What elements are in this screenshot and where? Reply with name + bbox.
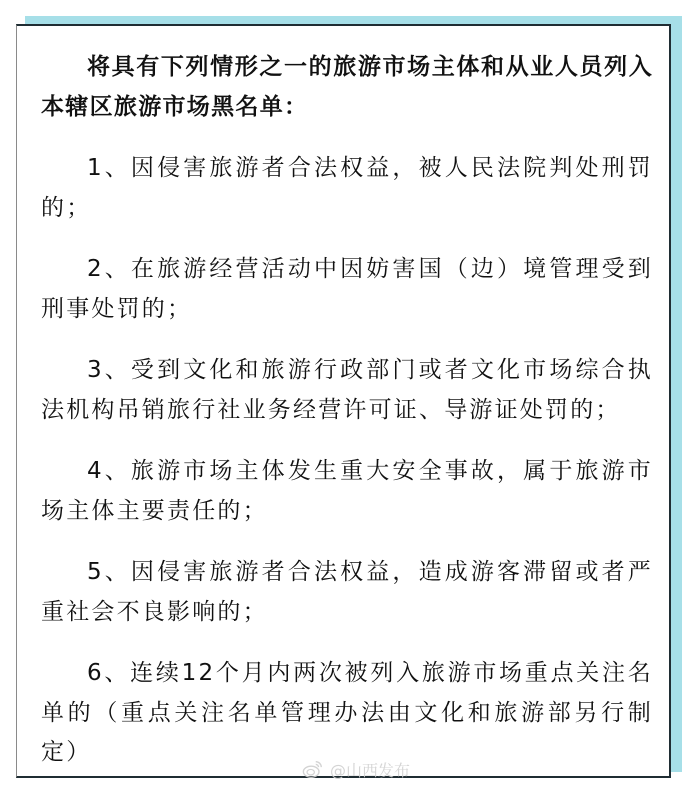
document-heading: 将具有下列情形之一的旅游市场主体和从业人员列入本辖区旅游市场黑名单： (41, 54, 653, 120)
watermark-text: @山西发布 (330, 760, 411, 780)
criteria-item-2: 2、在旅游经营活动中因妨害国（边）境管理受到刑事处罚的； (41, 256, 653, 322)
document-card (16, 24, 671, 778)
criteria-item-1: 1、因侵害旅游者合法权益，被人民法院判处刑罚的； (41, 155, 653, 221)
criteria-item-3: 3、受到文化和旅游行政部门或者文化市场综合执法机构吊销旅行社业务经营许可证、导游证处罚的； (41, 357, 653, 423)
weibo-watermark (302, 756, 410, 782)
criteria-item-4: 4、旅游市场主体发生重大安全事故，属于旅游市场主体主要责任的； (41, 458, 653, 524)
blacklist-criteria-list (41, 149, 653, 773)
criteria-item-6: 6、连续12个月内两次被列入旅游市场重点关注名单的（重点关注名单管理办法由文化和旅游部另行制定） (41, 660, 653, 765)
weibo-icon (302, 758, 324, 780)
criteria-item-5: 5、因侵害旅游者合法权益，造成游客滞留或者严重社会不良影响的； (41, 559, 653, 625)
document-content (41, 48, 653, 773)
